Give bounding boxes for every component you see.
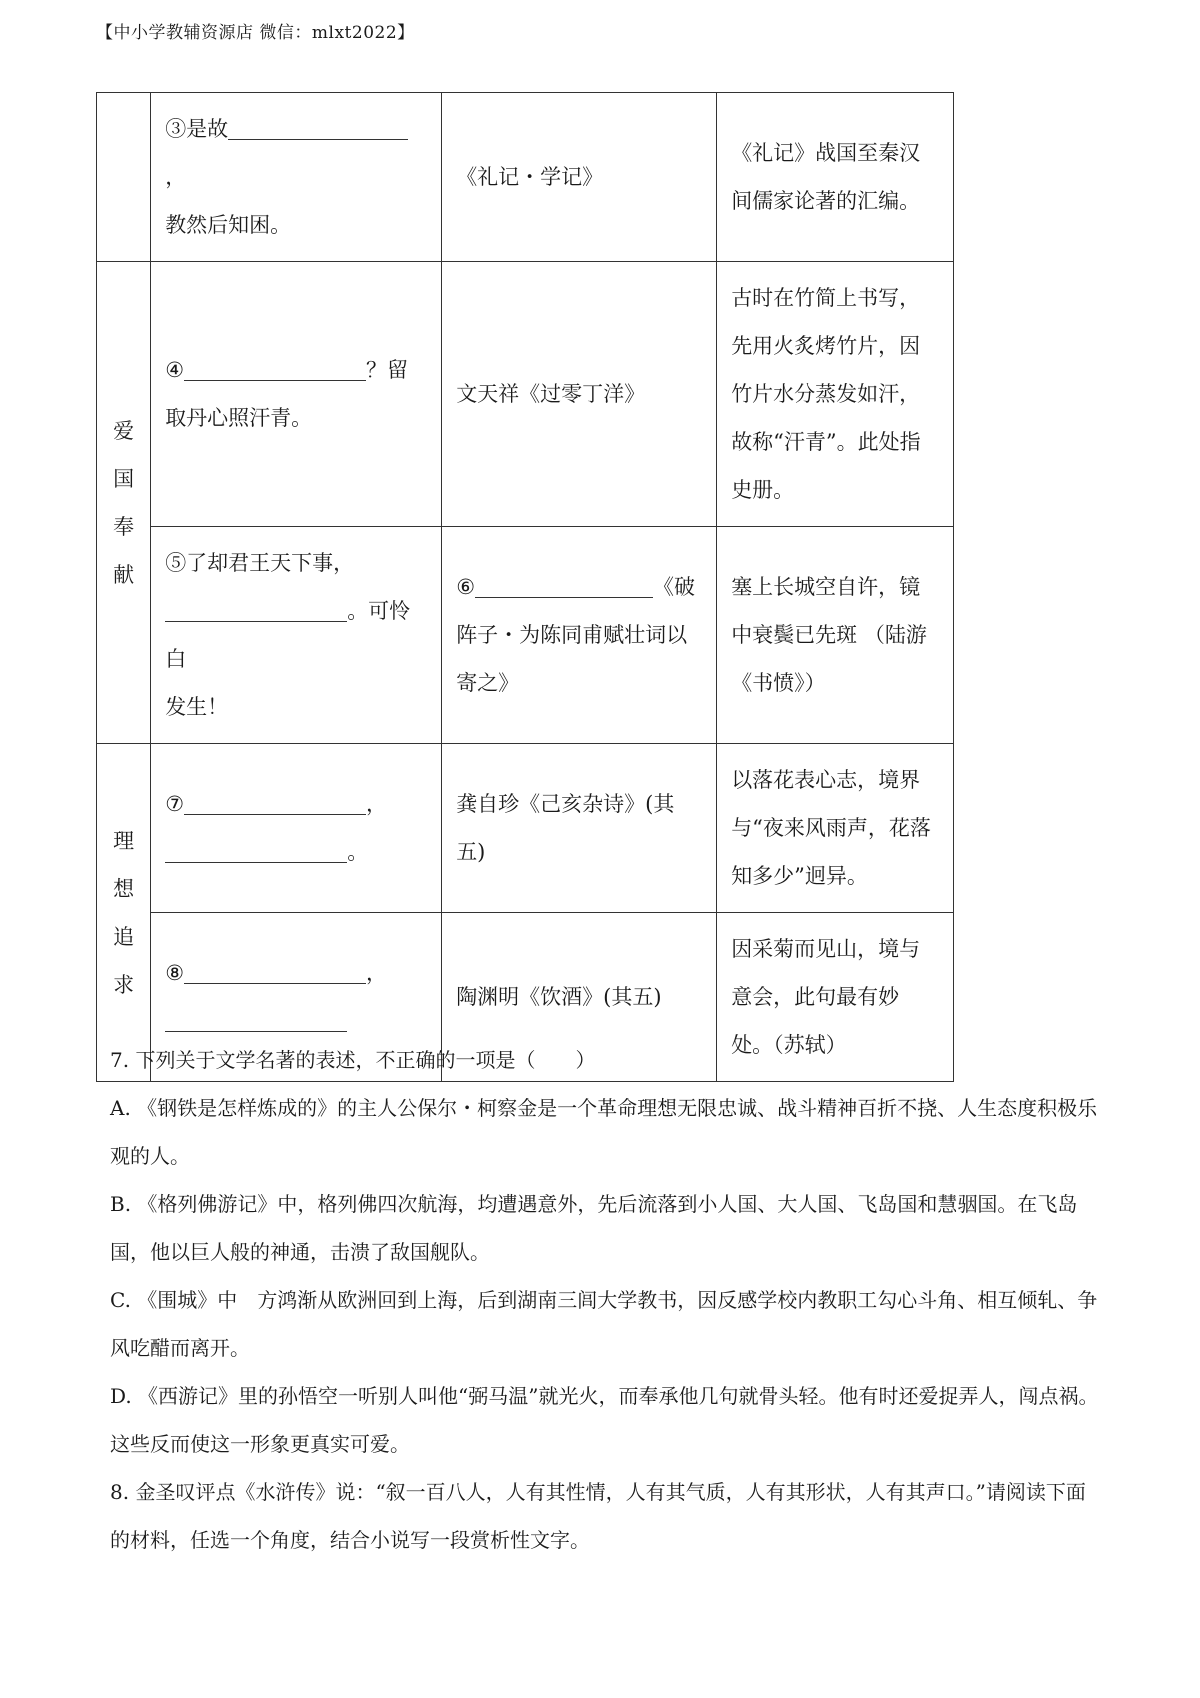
table-row: [97, 262, 954, 527]
note-cell: 因采菊而见山，境与意会，此句最有妙处。（苏轼）: [717, 913, 954, 1082]
note-cell: 以落花表心志，境界与“夜来风雨声，花落知多少”迥异。: [717, 744, 954, 913]
theme-cell: [97, 744, 151, 1082]
answer-blank[interactable]: [165, 595, 347, 622]
source-cell: 陶渊明《饮酒》(其五): [442, 913, 717, 1082]
line-text: 教然后知困。: [165, 213, 292, 237]
table-row: [97, 93, 954, 262]
answer-blank[interactable]: [475, 571, 653, 598]
source-cell: [442, 527, 717, 744]
line-text: 发生！: [165, 695, 229, 719]
line-text: 。: [347, 840, 369, 864]
line-text: ⑤了却君王天下事，: [165, 551, 355, 575]
poem-table: [96, 92, 954, 1082]
question-7-stem: 7. 下列关于文学名著的表述，不正确的一项是（ ）: [110, 1048, 596, 1072]
line-text: ⑧: [165, 961, 185, 985]
source-cell: 龚自珍《己亥杂诗》(其五): [442, 744, 717, 913]
line-text: ⑦: [165, 792, 185, 816]
line-text: 取丹心照汗青。: [165, 406, 313, 430]
answer-blank[interactable]: [228, 113, 408, 140]
line-text: ③是故: [165, 117, 229, 141]
table-row: [97, 527, 954, 744]
source-text: 《破: [653, 575, 696, 599]
theme-cell-empty: [97, 93, 151, 262]
answer-blank[interactable]: [184, 957, 366, 984]
line-text: ，: [366, 792, 388, 816]
answer-blank[interactable]: [165, 1005, 347, 1032]
question-7-option-c: [110, 1276, 1100, 1372]
source-cell: 《礼记・学记》: [442, 93, 717, 262]
option-c-tail: 方鸿渐从欧洲回到上海，后到湖南三闾大学教书，因反感学校内教职工勾心斗角、相互倾轧、争风吃醋而离开。: [110, 1288, 1098, 1360]
question-7-option-d: D. 《西游记》里的孙悟空一听别人叫他“弼马温”就光火，而奉承他几句就骨头轻。他有时还爱捉弄人，闯点祸。这些反而使这一形象更真实可爱。: [110, 1384, 1099, 1456]
question-7-option-b: B. 《格列佛游记》中，格列佛四次航海，均遭遇意外，先后流落到小人国、大人国、飞岛国和慧骃国。在飞岛国，他以巨人般的神通，击溃了敌国舰队。: [110, 1192, 1078, 1264]
note-cell: 塞上长城空自许，镜中衰鬓已先斑 （陆游《书愤》）: [717, 527, 954, 744]
line-text: ，: [366, 961, 388, 985]
line-cell: [151, 93, 442, 262]
line-cell: [151, 527, 442, 744]
answer-blank[interactable]: [165, 836, 347, 863]
line-cell: [151, 262, 442, 527]
option-c-head: C. 《围城》中: [110, 1288, 238, 1312]
theme-cell: [97, 262, 151, 744]
theme-label: 理想追求: [113, 828, 135, 997]
source-text: ⑥: [456, 575, 476, 599]
line-cell: [151, 744, 442, 913]
table-row: [97, 744, 954, 913]
theme-label: 爱国奉献: [113, 418, 135, 587]
line-text: ④: [165, 358, 185, 382]
question-7-option-a: A. 《钢铁是怎样炼成的》的主人公保尔・柯察金是一个革命理想无限忠诚、战斗精神百折不挠、人生态度积极乐观的人。: [110, 1096, 1098, 1168]
answer-blank[interactable]: [184, 354, 366, 381]
note-cell: 《礼记》战国至秦汉间儒家论著的汇编。: [717, 93, 954, 262]
question-8-stem: 8. 金圣叹评点《水浒传》说：“叙一百八人，人有其性情，人有其气质，人有其形状，人有其声口。”请阅读下面的材料，任选一个角度，结合小说写一段赏析性文字。: [110, 1480, 1086, 1552]
questions: [110, 1036, 1100, 1564]
line-text: 。可怜白: [165, 599, 411, 671]
line-text: ？留: [366, 358, 409, 382]
source-cell: 文天祥《过零丁洋》: [442, 262, 717, 527]
note-cell: 古时在竹简上书写，先用火炙烤竹片，因竹片水分蒸发如汗，故称“汗青”。此处指史册。: [717, 262, 954, 527]
answer-blank[interactable]: [184, 788, 366, 815]
header-note: 【中小学教辅资源店 微信：mlxt2022】: [96, 23, 415, 43]
source-text: 阵子・为陈同甫赋壮词以寄之》: [456, 623, 688, 695]
line-text: ，: [165, 165, 187, 189]
